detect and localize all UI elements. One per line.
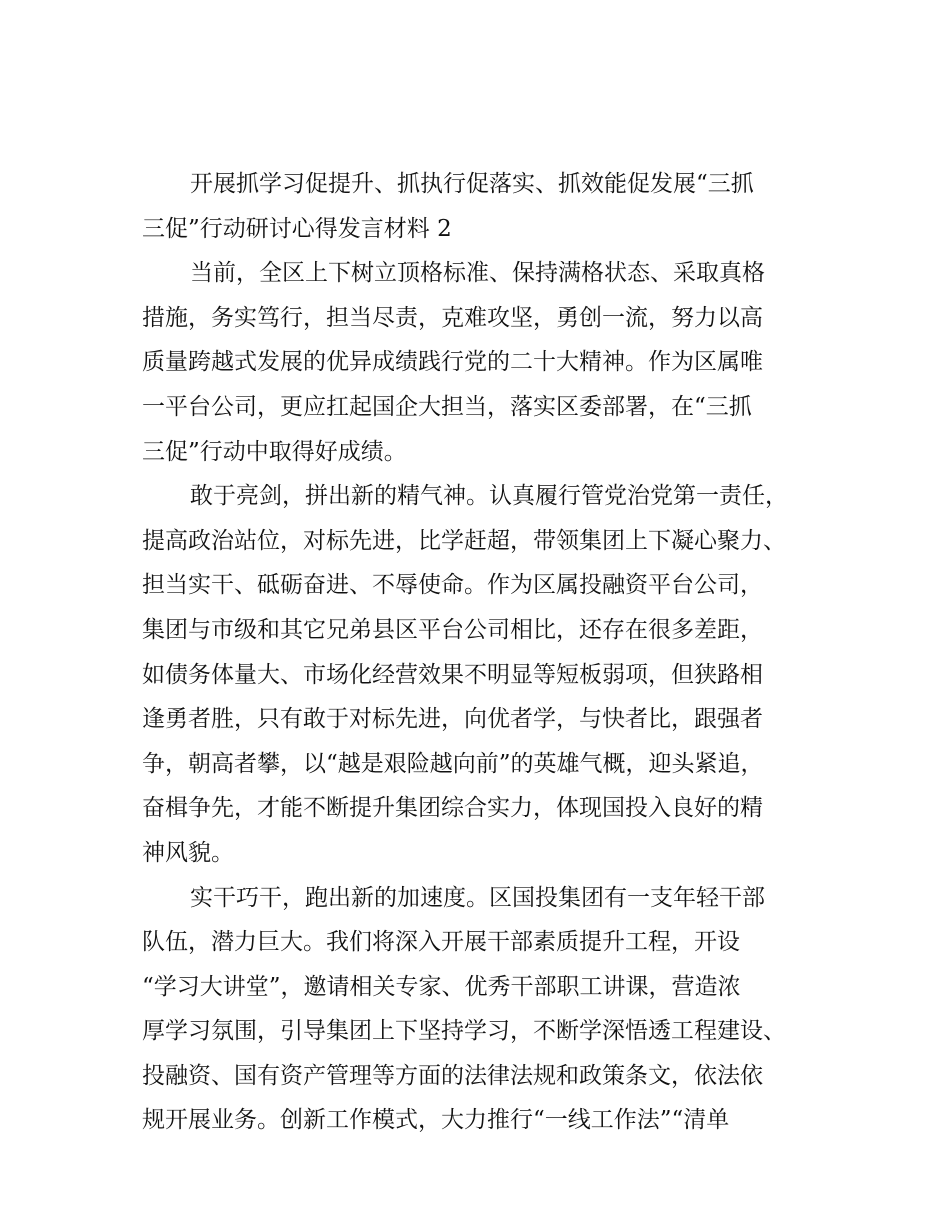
text-line: 集团与市级和其它兄弟县区平台公司相比，还存在很多差距， xyxy=(142,616,763,643)
text-line: 一平台公司，更应扛起国企大担当，落实区委部署，在“三抓 xyxy=(142,393,752,420)
text-line: 三促”行动中取得好成绩。 xyxy=(142,438,407,465)
text-line: 措施，务实笃行，担当尽责，克难攻坚，勇创一流，努力以高 xyxy=(142,304,763,331)
document-body xyxy=(142,162,822,1143)
document-title xyxy=(142,162,822,251)
text-line: “学习大讲堂”，邀请相关专家、优秀干部职工讲课，营造浓 xyxy=(142,973,741,1000)
text-line: 队伍，潜力巨大。我们将深入开展干部素质提升工程，开设 xyxy=(142,929,740,956)
text-line: 奋楫争先，才能不断提升集团综合实力，体现国投入良好的精 xyxy=(142,795,763,822)
text-line: 如债务体量大、市场化经营效果不明显等短板弱项，但狭路相 xyxy=(142,661,763,688)
text-line: 当前，全区上下树立顶格标准、保持满格状态、采取真格 xyxy=(190,260,765,287)
text-line: 投融资、国有资产管理等方面的法律法规和政策条文，依法依 xyxy=(142,1062,763,1089)
text-line: 敢于亮剑，拼出新的精气神。认真履行管党治党第一责任， xyxy=(190,483,788,510)
paragraph-section-2 xyxy=(142,876,822,1144)
text-line: 三促”行动研讨心得发言材料 2 xyxy=(142,215,452,242)
text-line: 提高政治站位，对标先进，比学赶超，带领集团上下凝心聚力、 xyxy=(142,527,786,554)
paragraph-intro xyxy=(142,251,822,474)
text-line: 神风貌。 xyxy=(142,839,234,866)
text-line: 逢勇者胜，只有敢于对标先进，向优者学，与快者比，跟强者 xyxy=(142,706,763,733)
text-line: 争，朝高者攀，以“越是艰险越向前”的英雄气概，迎头紧追， xyxy=(142,750,764,777)
text-line: 规开展业务。创新工作模式，大力推行“一线工作法”“清单 xyxy=(142,1107,730,1134)
text-line: 开展抓学习促提升、抓执行促落实、抓效能促发展“三抓 xyxy=(190,171,754,197)
text-line: 质量跨越式发展的优异成绩践行党的二十大精神。作为区属唯 xyxy=(142,349,763,376)
text-line: 担当实干、砥砺奋进、不辱使命。作为区属投融资平台公司， xyxy=(142,572,763,599)
paragraph-section-1 xyxy=(142,474,822,875)
text-line: 厚学习氛围，引导集团上下坚持学习，不断学深悟透工程建设、 xyxy=(142,1018,786,1045)
text-line: 实干巧干，跑出新的加速度。区国投集团有一支年轻干部 xyxy=(190,884,765,911)
